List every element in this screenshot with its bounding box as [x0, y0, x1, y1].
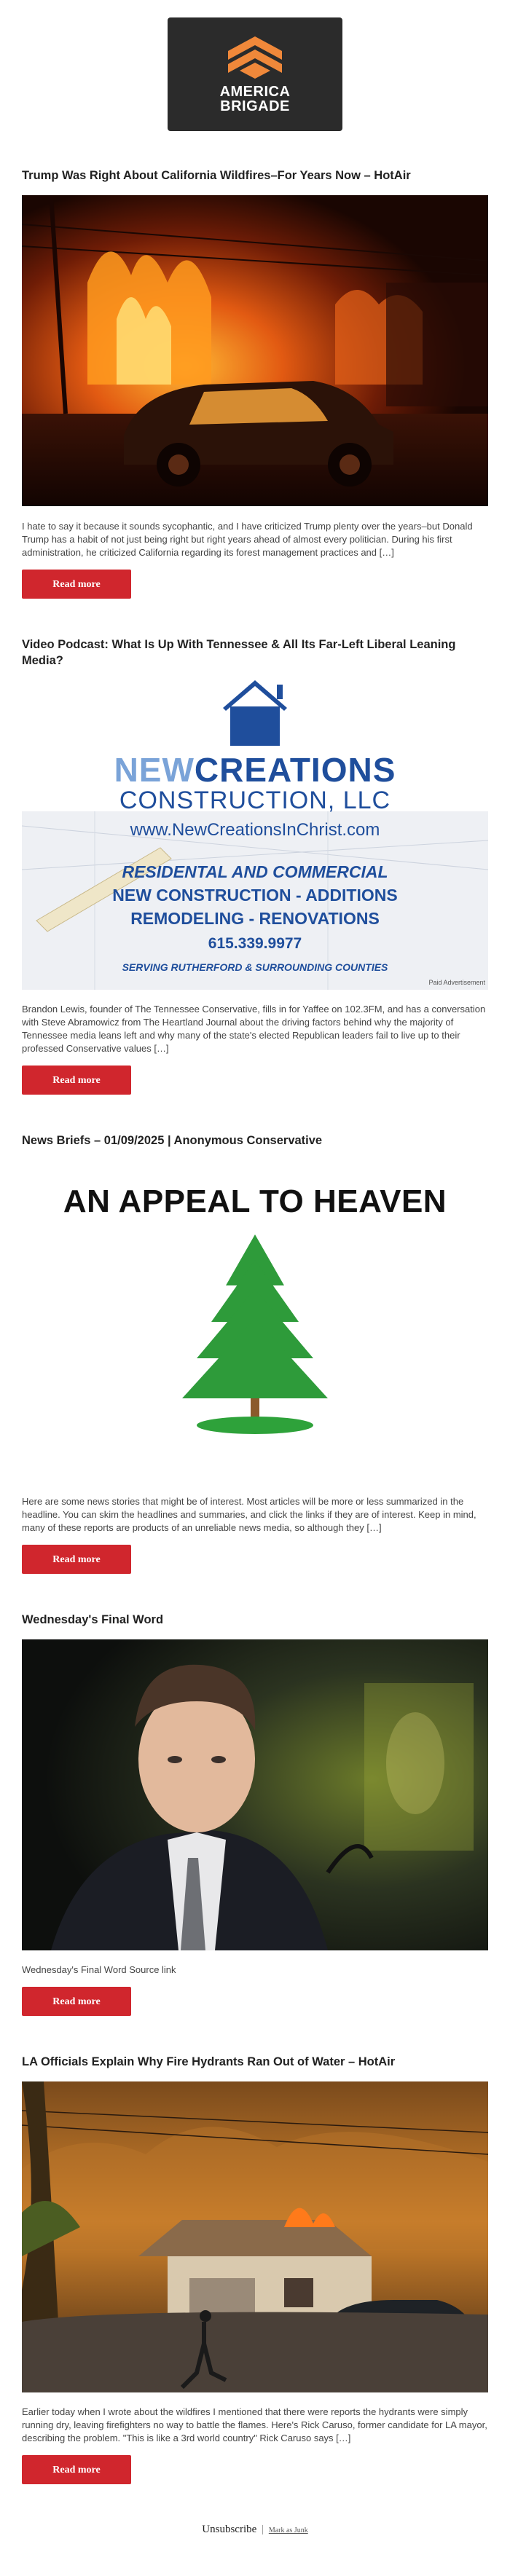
article-title[interactable]: Trump Was Right About California Wildfires–For Years Now – HotAir: [22, 169, 411, 182]
ad-tag: Paid Advertisement: [428, 979, 485, 986]
unsubscribe-link[interactable]: Unsubscribe: [202, 2524, 257, 2535]
read-more-button[interactable]: Read more: [22, 570, 131, 599]
article-excerpt: Wednesday's Final Word Source link: [22, 1964, 176, 1975]
article-image-appeal[interactable]: [22, 1162, 488, 1482]
article-card: [22, 1133, 488, 1574]
article-title[interactable]: LA Officials Explain Why Fire Hydrants Ran Out of Water – HotAir: [22, 2055, 396, 2068]
article-image-wildfire[interactable]: [22, 195, 488, 506]
read-more-button[interactable]: Read more: [22, 1545, 131, 1574]
article-card: [22, 2054, 488, 2484]
email-footer: [22, 2524, 488, 2536]
ad-image-newcreations[interactable]: [22, 680, 488, 990]
article-image-portrait[interactable]: [22, 1639, 488, 1950]
logo-line-2: BRIGADE: [220, 98, 290, 114]
appeal-heading: AN APPEAL TO HEAVEN: [63, 1183, 447, 1219]
article-excerpt: Brandon Lewis, founder of The Tennessee Conservative, fills in for Yaffee on 102.3FM, and has a conversation with Steve Abramowicz from The Heartland Journal about the driving factors behind why the majority of Tennessee media leans left and why many of the state's elected Republican leaders fail to live up to their professed Conservative values […]: [22, 1004, 486, 1054]
ad-phone: 615.339.9977: [208, 935, 302, 952]
article-title[interactable]: Wednesday's Final Word: [22, 1613, 164, 1626]
ad-service-3: REMODELING - RENOVATIONS: [130, 909, 380, 928]
article-excerpt: I hate to say it because it sounds sycophantic, and I have criticized Trump plenty over the years–but Donald Trump has a habit of not just being right but right years ahead of almost every politician. During his first administration, he criticized California regarding its forest management practices and […]: [22, 521, 473, 558]
article-card: [22, 168, 488, 599]
ad-brand-line2: CONSTRUCTION, LLC: [119, 787, 391, 814]
article-title[interactable]: News Briefs – 01/09/2025 | Anonymous Conservative: [22, 1134, 323, 1147]
article-excerpt: Here are some news stories that might be of interest. Most articles will be more or less summarized in the headline. You can skim the headlines and summaries, and click the links if they are of interest. Keep in mind, many of these reports are products of an unreliable news media, so although they […]: [22, 1496, 476, 1533]
read-more-button[interactable]: Read more: [22, 1066, 131, 1095]
chevron-logo-icon: [227, 35, 283, 84]
article-excerpt: Earlier today when I wrote about the wildfires I mentioned that there were reports the hydrants were simply running dry, leaving firefighters no way to battle the flames. Here's Rick Caruso, former candidate for LA mayor, describing the problem. "This is like a 3rd world country" Rick Caruso says […]: [22, 2406, 487, 2443]
pine-tree-icon: [22, 1162, 488, 1482]
brand-logo[interactable]: [168, 17, 342, 131]
mark-as-junk-link[interactable]: Mark as Junk: [268, 2526, 308, 2534]
wildfire-car-image: [22, 195, 488, 506]
la-fire-photo: [22, 2081, 488, 2392]
ad-brand: NEWCREATIONS: [114, 751, 396, 789]
article-image-la-fire[interactable]: [22, 2081, 488, 2392]
logo-line-1: AMERICA: [219, 84, 291, 100]
footer-separator: |: [262, 2524, 264, 2535]
portrait-photo: [22, 1639, 488, 1950]
ad-service-1: RESIDENTAL AND COMMERCIAL: [122, 862, 388, 881]
ad-url: www.NewCreationsInChrist.com: [130, 820, 380, 840]
ad-area: SERVING RUTHERFORD & SURROUNDING COUNTIES: [122, 961, 388, 973]
article-card: [22, 1612, 488, 2016]
ad-service-2: NEW CONSTRUCTION - ADDITIONS: [112, 886, 398, 905]
read-more-button[interactable]: Read more: [22, 1987, 131, 2016]
article-card: [22, 637, 488, 1095]
read-more-button[interactable]: Read more: [22, 2455, 131, 2484]
article-title[interactable]: Video Podcast: What Is Up With Tennessee & All Its Far-Left Liberal Leaning Media?: [22, 638, 456, 667]
